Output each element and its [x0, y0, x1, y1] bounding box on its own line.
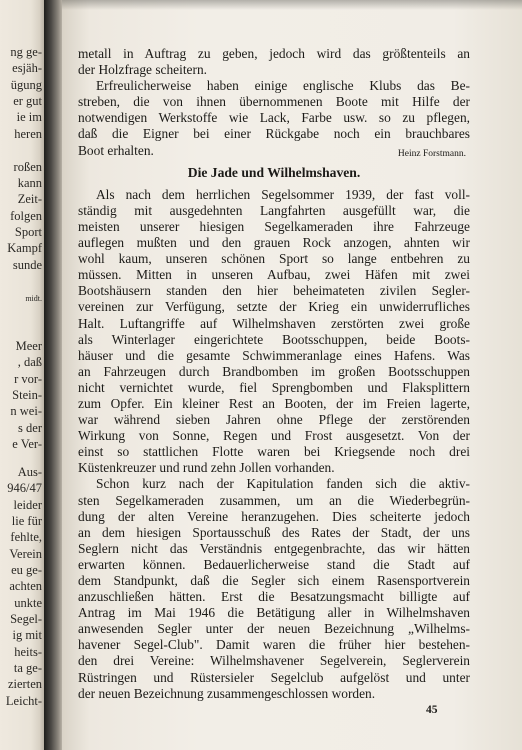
text-line: ständig mit ausgedehnten Langfahrten ausgefüllt war, die [78, 202, 470, 218]
left-page-fragment: fehlte, [10, 530, 42, 544]
left-page-fragment: ie im [16, 110, 42, 124]
text-line: wohl kaum, unseren schönen Sport so lange entbehren zu [78, 251, 470, 267]
text-line: erwarten können. Bedauerlicherweise stand die Stadt auf [78, 556, 470, 572]
author-signature: Heinz Forstmann. [397, 148, 466, 159]
left-page-fragment: sunde [12, 258, 42, 272]
left-page-fragment: lie für [11, 514, 42, 528]
signature-line-text: Boot erhalten. [78, 142, 154, 158]
text-line: Wirkung von Sonne, Regen und Frost ausgesetzt. Von der [78, 428, 470, 444]
left-page-fragment: , daß [17, 355, 42, 369]
left-page-fragment: esjäh- [12, 61, 42, 75]
text-line: metall in Auftrag zu geben, jedoch wird das größtenteils an [78, 46, 470, 61]
left-page-fragment: ta ge- [13, 661, 42, 675]
left-page-fragment: r vor- [14, 372, 42, 386]
text-line: dung der alten Vereine heranzugehen. Dies scheiterte jedoch [78, 508, 470, 524]
text-line: vereinen zur Verfügung, setzte der Krieg ein unwiderrufliches [78, 299, 470, 315]
page-number: 45 [426, 704, 438, 716]
text-line: Halt. Luftangriffe auf Wilhelmshaven zerstörten zwei große [78, 315, 470, 331]
left-page-fragment: leider [13, 498, 42, 512]
left-page-fragment: Segel- [10, 612, 42, 626]
left-page-fragment: Meer [15, 339, 42, 353]
left-page-fragment: Verein [9, 547, 42, 561]
left-page-fragment: heren [14, 127, 42, 141]
text-line: sten Segelkameraden zusammen, um an die Wiederbegrün- [78, 492, 470, 508]
left-page-fragment: folgen [10, 209, 42, 223]
left-page-fragment: ng ge- [10, 45, 42, 59]
left-page-edge [0, 0, 44, 750]
left-page-fragment: Stein- [12, 388, 42, 402]
text-line: müssen. Mitten in unseren Aufbau, zwei Häfen mit zwei [78, 267, 470, 283]
left-page-fragment: Sport [14, 225, 42, 239]
book-page [62, 0, 522, 750]
text-line: der Holzfrage scheitern. [78, 62, 208, 78]
text-line: Rüstringen und Rüstersieler Segelclub aufgelöst und unter [78, 669, 470, 685]
text-line: meisten unserer hiesigen Segelkameraden ihre Fahrzeuge [78, 218, 470, 234]
left-page-fragment: Leicht- [5, 694, 42, 708]
section-heading: Die Jade und Wilhelmshaven. [187, 164, 361, 180]
text-line: havener Segel-Club". Damit waren die früher hier bestehen- [78, 637, 470, 653]
left-page-fragment: Zeit- [17, 192, 42, 206]
left-page-fragment: s der [18, 421, 42, 435]
text-line: nicht vernichtet wurde, fiel Sprengbomben und Flaksplittern [78, 379, 470, 395]
text-line: Erfreulicherweise haben einige englische Klubs das Be- [96, 78, 470, 94]
page-top-shadow [62, 0, 522, 10]
left-page-fragment: n wei- [10, 404, 42, 418]
left-page-fragment: roßen [13, 160, 42, 174]
text-line: an dem hiesigen Sportausschuß des Rates der Stadt, der uns [78, 524, 470, 540]
left-page-fragment: ügung [10, 78, 42, 92]
text-line: auflegen mußten und den grauen Rock anzogen, ahnten wir [78, 235, 470, 251]
page-text [78, 46, 470, 702]
text-line: den drei Vereine: Wilhelmshavener Segelverein, Seglerverein [78, 653, 470, 669]
book-gutter [44, 0, 64, 750]
left-page-fragment: midt. [25, 294, 42, 303]
left-page-fragment: kann [17, 176, 42, 190]
text-line: häuser und die gesamte Schwimmeranlage eines Hafens. Was [78, 347, 470, 363]
left-page-fragment: heits- [14, 645, 42, 659]
text-line: Bootshäusern standen den hier beheimateten zivilen Segler- [78, 283, 470, 299]
text-line: anwesenden Segler unter der neuen Bezeichnung „Wilhelms- [78, 621, 470, 637]
left-page-fragment: Kampf [7, 241, 42, 255]
text-line: daß die Eigner bei einer Rückgabe noch ein brauchbares [78, 126, 470, 142]
text-line: notwendigen Werkstoffe wie Lack, Farbe usw. so zu pflegen, [78, 110, 470, 126]
text-line: zum Opfer. Ein kleiner Rest an Booten, der im Freien lagerte, [78, 395, 470, 411]
text-line: war während sieben Jahren ohne Pflege der zerstörenden [78, 412, 470, 428]
text-line: anzuschließen hätten. Erst die Besatzungsmacht billigte auf [78, 589, 470, 605]
text-line: Schon kurz nach der Kapitulation fanden sich die aktiv- [96, 476, 470, 492]
body-paragraphs [78, 187, 470, 702]
left-page-fragment: Aus- [17, 465, 42, 479]
text-line: einst so stattlichen Flotte waren bei Kriegsende noch drei [78, 444, 470, 460]
text-line: als Winterlager eingerichtete Bootsschuppen, beide Boots- [78, 331, 470, 347]
left-page-fragment: achten [9, 579, 42, 593]
left-page-fragment: ig mit [12, 628, 42, 642]
signature-row [78, 143, 470, 159]
text-line: Küstenkreuzer und rund zehn Jollen vorhanden. [78, 460, 335, 476]
left-page-fragment: unkte [14, 596, 42, 610]
left-page-fragment: e Ver- [12, 437, 42, 451]
left-page-fragment: zierten [7, 677, 42, 691]
text-line: streben, die von ihnen übernommenen Boote mit Hilfe der [78, 94, 470, 110]
text-line: Seglern nicht das Verständnis entgegenbrachte, das wir hätten [78, 540, 470, 556]
text-line: Als nach dem herrlichen Segelsommer 1939, der fast voll- [96, 186, 470, 202]
left-page-fragment: er gut [13, 94, 42, 108]
left-page-fragment: 946/47 [7, 481, 42, 495]
intro-paragraphs [78, 46, 470, 143]
text-line: an Fahrzeugen durch Brandbomben im großen Bootsschuppen [78, 363, 470, 379]
text-line: Antrag im Mai 1946 die Betätigung aller in Wilhelmshaven [78, 605, 470, 621]
text-line: dem Standpunkt, daß die Segler sich einem Rasensportverein [78, 573, 470, 588]
text-line: der neuen Bezeichnung zusammengeschlossen worden. [78, 685, 376, 701]
left-page-fragment: eu ge- [11, 563, 42, 577]
